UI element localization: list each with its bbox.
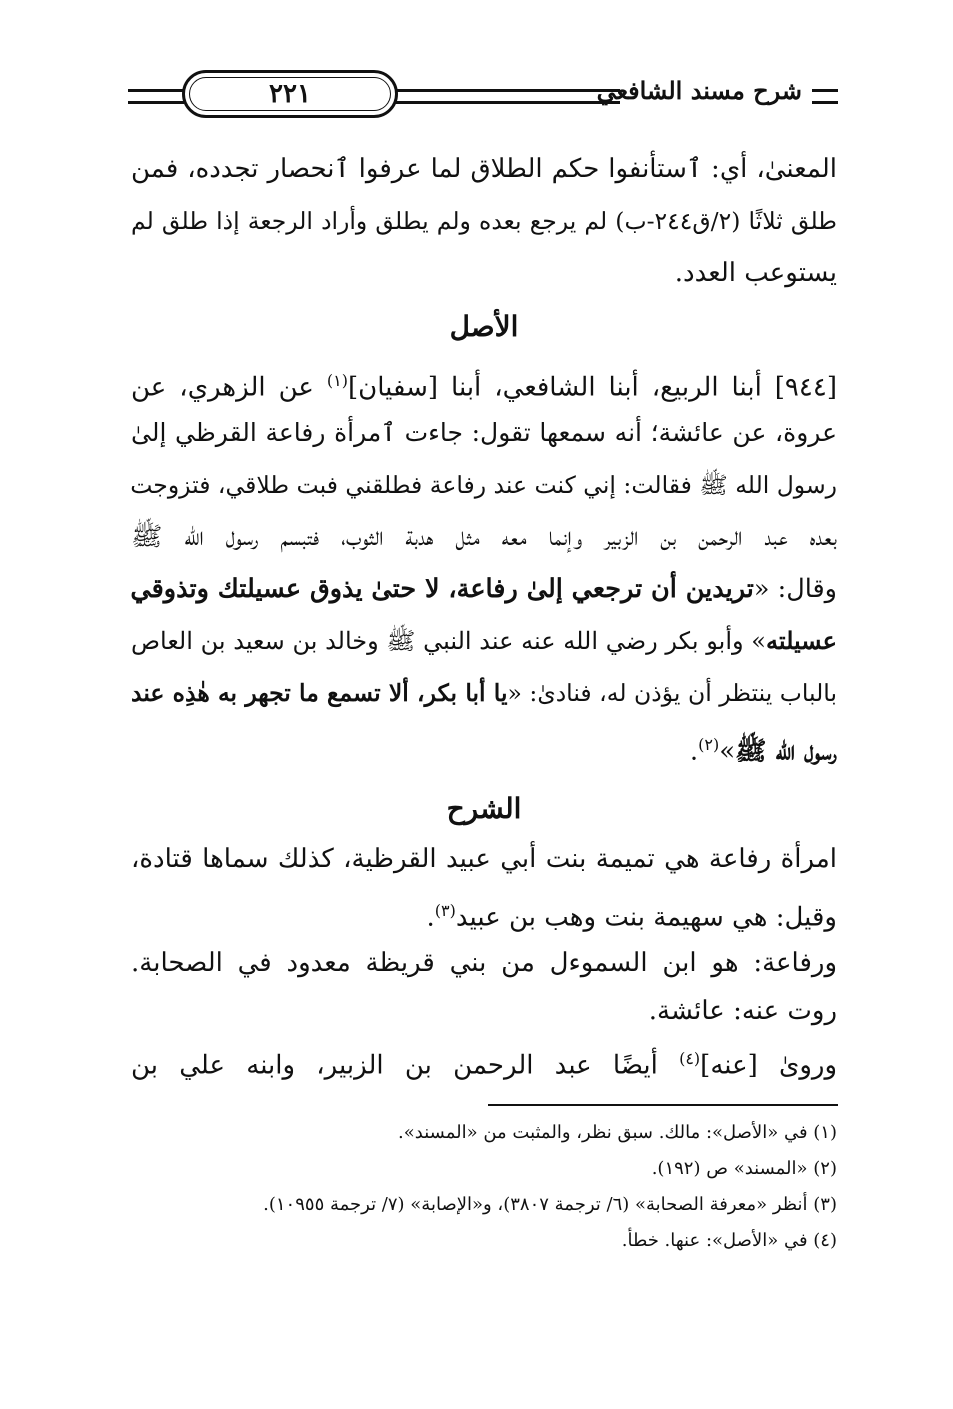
asl-line-7-start: بالباب ينتظر أن يؤذن له، فنادىٰ: « xyxy=(507,679,837,707)
asl-line-8-dot: . xyxy=(689,736,699,767)
footnote-3: (٣) أنظر «معرفة الصحابة» (٦/ ترجمة ٣٨٠٧)، و«الإصابة» (٧/ ترجمة ١٠٩٥٥). xyxy=(263,1194,837,1215)
page-number-badge xyxy=(182,70,398,118)
page-number-badge-inner-border xyxy=(189,77,391,111)
sharh-p3-end: أيضًا عبد الرحمن بن الزبير، وابنه علي بن xyxy=(131,1050,680,1081)
asl-line-8-end: » xyxy=(719,736,736,767)
sharh-p1-line-2-dot: . xyxy=(426,902,435,933)
footnote-4: (٤) في «الأصل»: عنها. خطأ. xyxy=(621,1230,837,1251)
asl-line-6 xyxy=(131,626,837,656)
asl-line-1-end: عن الزهري، عن xyxy=(131,372,327,403)
asl-line-6-rest: » وأبو بكر رضي الله عنه عند النبي ﷺ وخالد بن سعيد بن العاص xyxy=(131,627,766,655)
hadith-quote-part-4: رسول الله ﷺ xyxy=(735,736,837,767)
hadith-quote-part-3: يا أبا بكر، ألا تسمع ما تجهر به هٰذِه عند xyxy=(131,679,508,707)
asl-line-1 xyxy=(131,366,837,403)
sharh-p3-line-1 xyxy=(131,1044,837,1081)
footnote-1: (١) في «الأصل»: مالك. سبق نظر، والمثبت من «المسند». xyxy=(398,1122,837,1143)
footnote-ref-3: (٣) xyxy=(434,901,456,920)
intro-line-3: يستوعب العدد. xyxy=(674,258,837,288)
hadith-quote-part-2: عسيلته xyxy=(765,626,837,655)
sharh-p1-line-2 xyxy=(131,896,837,933)
header-rule-left xyxy=(128,89,184,104)
sharh-p1-line-1: امرأة رفاعة هي تميمة بنت أبي عبيد القرظية، كذلك سماها قتادة، xyxy=(131,844,837,874)
asl-line-8 xyxy=(131,730,837,767)
asl-line-7 xyxy=(131,678,837,708)
sharh-p1-line-2-text: وقيل: هي سهيمة بنت وهب بن عبيد xyxy=(455,902,837,933)
asl-line-1-text: [٩٤٤] أبنا الربيع، أبنا الشافعي، أبنا [سفيان] xyxy=(347,372,837,403)
section-heading-sharh: الشرح xyxy=(446,792,522,825)
footnote-separator xyxy=(488,1104,838,1106)
asl-line-2: عروة، عن عائشة؛ أنه سمعها تقول: جاءت ٱمرأة رفاعة القرظي إلىٰ xyxy=(131,418,837,447)
sharh-p3-start: وروىٰ [عنه] xyxy=(700,1050,837,1081)
footnote-ref-4: (٤) xyxy=(679,1049,701,1068)
sharh-p2-line-2: روت عنه: عائشة. xyxy=(648,996,837,1026)
header-rule-middle xyxy=(390,89,620,104)
asl-line-3: رسول الله ﷺ فقالت: إني كنت عند رفاعة فطلقني فبت طلاقي، فتزوجت xyxy=(130,471,837,499)
intro-line-1: المعنىٰ، أي: ٱستأنفوا حكم الطلاق لما عرفوا ٱنحصار تجدده، فمن xyxy=(131,154,837,184)
header-rule-right xyxy=(812,89,838,104)
footnote-ref-2: (٢) xyxy=(698,735,720,754)
intro-line-2: طلق ثلاثًا (٢/ق٢٤٤-ب) لم يرجع بعده ولم يطلق وأراد الرجعة إذا طلق لم xyxy=(131,207,837,235)
section-heading-asl: الأصل xyxy=(449,310,519,343)
asl-line-5-start: وقال: « xyxy=(753,574,837,604)
asl-line-4: بعده عبد الرحمن بن الزبير وإنما معه مثل هدبة الثوب، فتبسم رسول الله ﷺ xyxy=(131,522,837,552)
running-header xyxy=(128,68,838,118)
footnote-2: (٢) «المسند» ص (١٩٢). xyxy=(651,1158,837,1179)
page-number: ٢٢١ xyxy=(269,79,311,109)
footnote-ref-1: (١) xyxy=(326,371,348,390)
hadith-quote-part-1: تريدين أن ترجعي إلىٰ رفاعة، لا حتىٰ يذوق عسيلتك وتذوقي xyxy=(130,574,754,604)
asl-line-5 xyxy=(131,574,837,604)
header-title: شرح مسند الشافعي xyxy=(596,76,802,105)
sharh-p2-line-1: ورفاعة: هو ابن السموءل من بني قريظة معدود في الصحابة. xyxy=(131,948,837,978)
